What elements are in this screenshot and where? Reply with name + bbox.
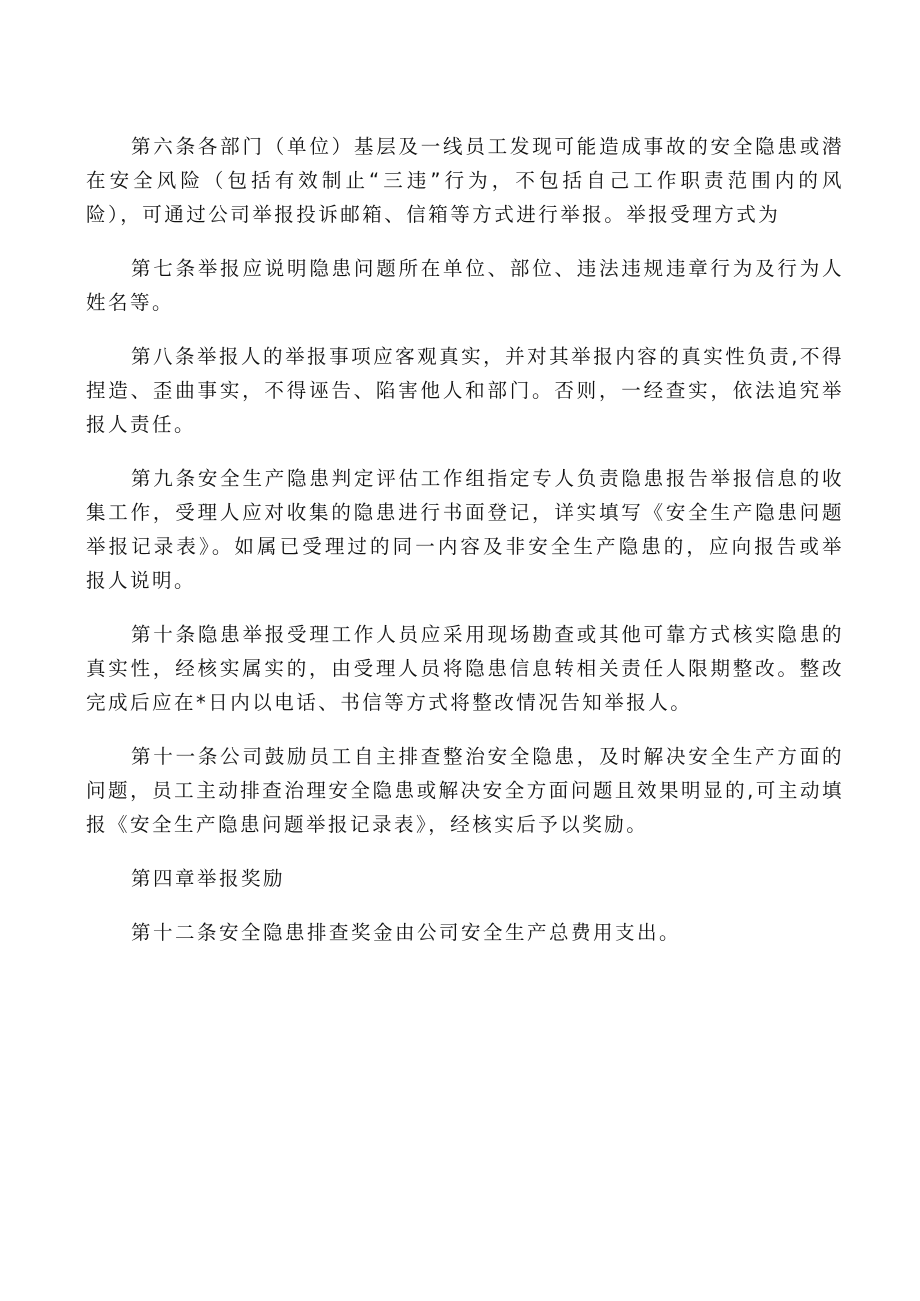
article-7-paragraph: 第七条举报应说明隐患问题所在单位、部位、违法违规违章行为及行为人姓名等。 bbox=[86, 257, 844, 314]
article-12-paragraph: 第十二条安全隐患排查奖金由公司安全生产总费用支出。 bbox=[131, 921, 682, 944]
chapter-4-heading: 第四章举报奖励 bbox=[131, 867, 286, 890]
article-9-paragraph: 第九条安全生产隐患判定评估工作组指定专人负责隐患报告举报信息的收集工作，受理人应对收集的隐患进行书面登记，详实填写《安全生产隐患问题举报记录表》。如属已受理过的同一内容及非安全生产隐患的，应向报告或举报人说明。 bbox=[86, 467, 844, 592]
article-8-paragraph: 第八条举报人的举报事项应客观真实，并对其举报内容的真实性负责,不得捏造、歪曲事实，不得诬告、陷害他人和部门。否则，一经查实，依法追究举报人责任。 bbox=[86, 345, 844, 436]
document-body bbox=[86, 130, 844, 970]
article-10-paragraph: 第十条隐患举报受理工作人员应采用现场勘查或其他可靠方式核实隐患的真实性，经核实属实的，由受理人员将隐患信息转相关责任人限期整改。整改完成后应在*日内以电话、书信等方式将整改情况告知举报人。 bbox=[86, 623, 844, 714]
article-11-paragraph: 第十一条公司鼓励员工自主排查整治安全隐患，及时解决安全生产方面的问题，员工主动排查治理安全隐患或解决安全方面问题且效果明显的,可主动填报《安全生产隐患问题举报记录表》，经核实后予以奖励。 bbox=[86, 745, 844, 836]
article-6-paragraph: 第六条各部门（单位）基层及一线员工发现可能造成事故的安全隐患或潜在安全风险（包括有效制止“三违”行为，不包括自己工作职责范围内的风险），可通过公司举报投诉邮箱、信箱等方式进行举报。举报受理方式为 bbox=[86, 135, 844, 226]
